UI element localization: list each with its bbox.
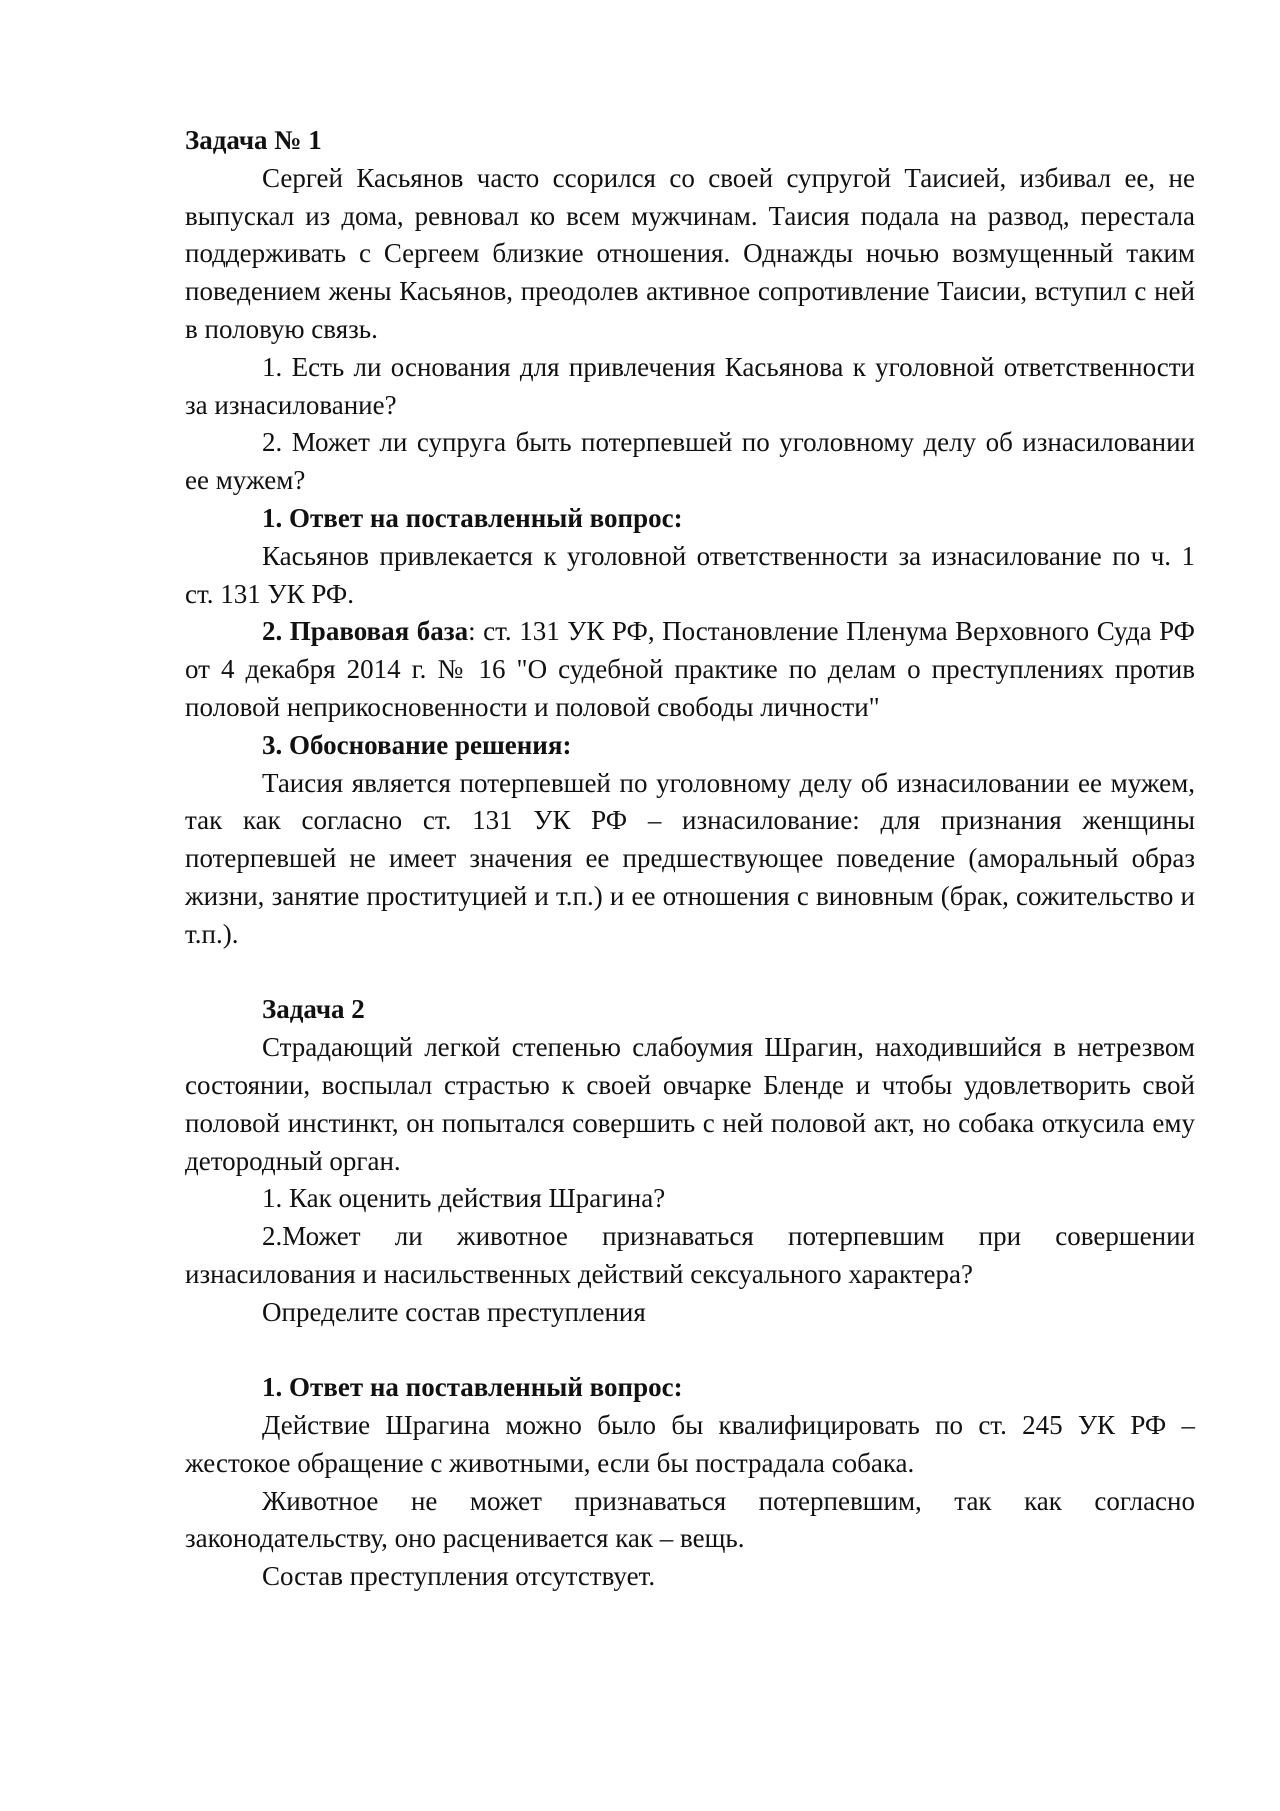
task-2-answer-text-1: Действие Шрагина можно было бы квалифицировать по ст. 245 УК РФ – жестокое обращение с животными, если бы пострадала собака. [185,1410,1195,1478]
task-2-spacer [185,1332,1195,1370]
task-1-answer-heading: 1. Ответ на поставленный вопрос: [262,502,683,533]
task-2-instruction: Определите состав преступления [262,1296,646,1327]
section-spacer [185,954,1195,992]
task-2-question-2: 2.Может ли животное признаваться потерпевшим при совершении изнасилования и насильственных действий сексуального характера? [185,1221,1195,1289]
task-1-title: Задача № 1 [185,125,322,155]
task-1-justification-text: Таисия является потерпевшей по уголовному делу об изнасиловании ее мужем, так как согласно ст. 131 УК РФ – изнасилование: для признания женщины потерпевшей не имеет значения ее предшествующее поведение (аморальный образ жизни, занятие проституцией и т.п.) и ее отношения с виновным (брак, сожительство и т.п.). [185,767,1195,949]
task-1-situation: Сергей Касьянов часто ссорился со своей супругой Таисией, избивал ее, не выпускал из дома, ревновал ко всем мужчинам. Таисия подала на развод, перестала поддерживать с Сергеем близкие отношения. Однажды ночью возмущенный таким поведением жены Касьянов, преодолев активное сопротивление Таисии, вступил с ней в половую связь. [185,162,1195,344]
document-page [185,122,1195,1596]
task-1-justification-heading: 3. Обоснование решения: [262,729,572,760]
task-1-legal-basis-text: : ст. 131 УК РФ, Постановление Пленума Верховного Суда РФ от 4 декабря 2014 г. № 16 "О судебной практике по делам о преступлениях против половой неприкосновенности и половой свободы личности" [185,616,1195,722]
task-1-legal-basis [185,613,1195,726]
task-2-answer-text-3: Состав преступления отсутствует. [262,1561,656,1592]
task-2-question-1: 1. Как оценить действия Шрагина? [262,1183,666,1214]
task-2-section [185,991,1195,1596]
task-1-answer-text: Касьянов привлекается к уголовной ответственности за изнасилование по ч. 1 ст. 131 УК РФ. [185,540,1195,609]
task-1-legal-basis-label: 2. Правовая база [262,616,469,647]
task-1-section [185,122,1195,954]
task-2-situation: Страдающий легкой степенью слабоумия Шрагин, находившийся в нетрезвом состоянии, воспылал страстью к своей овчарке Бленде и чтобы удовлетворить свой половой инстинкт, он попытался совершить с ней половой акт, но собака откусила ему детородный орган. [185,1032,1195,1176]
task-1-question-2: 2. Может ли супруга быть потерпевшей по уголовному делу об изнасиловании ее мужем? [185,427,1195,496]
task-2-answer-heading: 1. Ответ на поставленный вопрос: [262,1372,683,1403]
task-2-title: Задача 2 [262,994,365,1025]
task-2-answer-text-2: Животное не может признаваться потерпевшим, так как согласно законодательству, оно расценивается как – вещь. [185,1485,1195,1554]
task-1-question-1: 1. Есть ли основания для привлечения Касьянова к уголовной ответственности за изнасилование? [185,351,1195,420]
